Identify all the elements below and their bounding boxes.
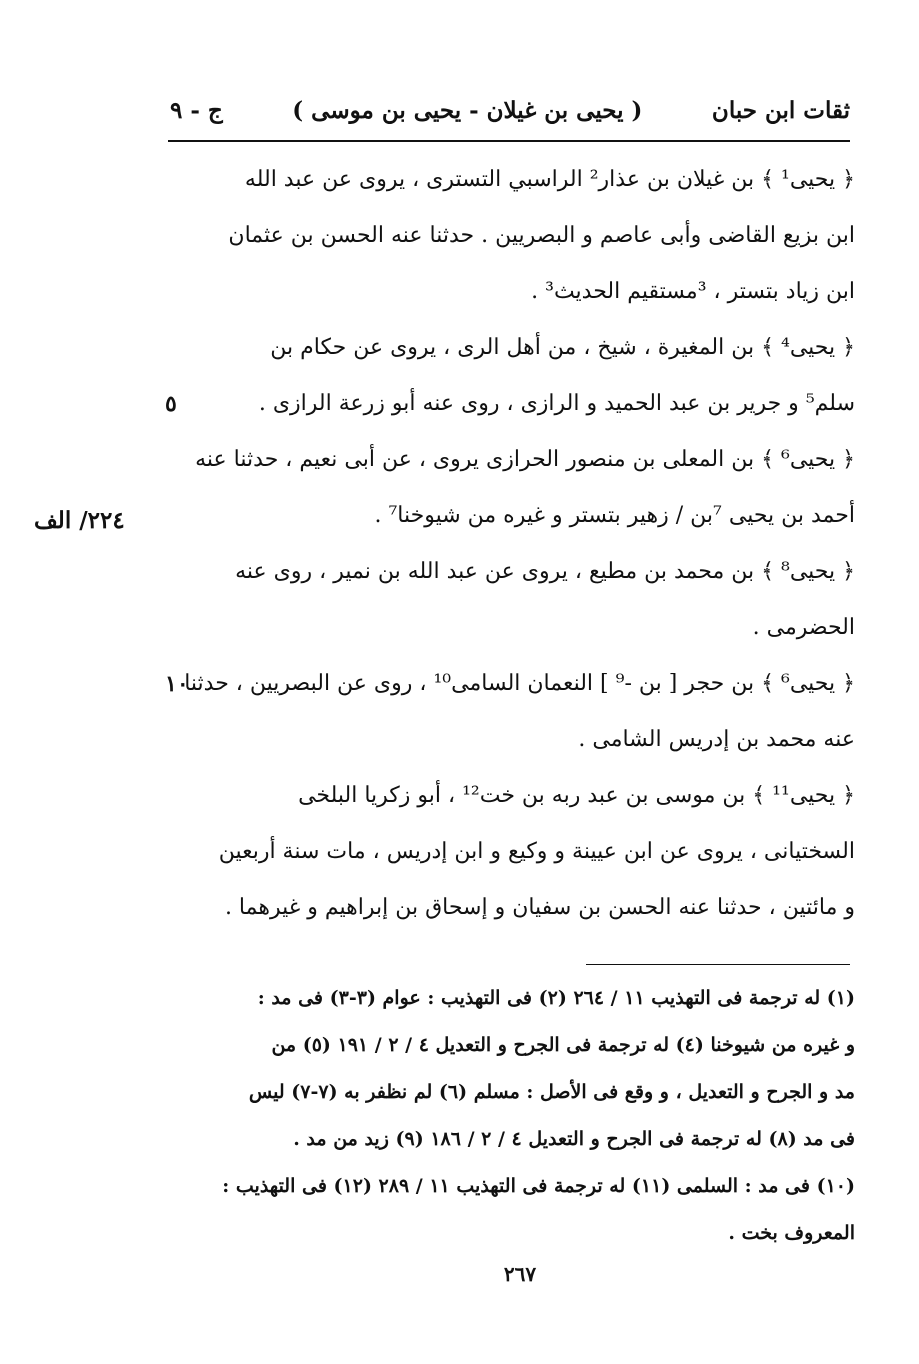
manuscript-folio-ref: ٢٢٤/ الف xyxy=(34,507,125,534)
main-text xyxy=(165,152,855,936)
footnote-line: (١٠) فى مد : السلمى (١١) له ترجمة فى التهذيب ١١ / ٢٨٩ (١٢) فى التهذيب : xyxy=(222,1175,855,1197)
text-line xyxy=(165,488,855,544)
line-text: ابن بزيع القاضى وأبى عاصم و البصريين . حدثنا عنه الحسن بن عثمان xyxy=(228,223,855,248)
text-line xyxy=(165,712,855,768)
line-text: عنه محمد بن إدريس الشامى . xyxy=(578,727,855,752)
line-text: الحضرمى . xyxy=(752,615,855,640)
running-head xyxy=(170,88,850,132)
line-text: السختيانى ، يروى عن ابن عيينة و وكيع و ابن إدريس ، مات سنة أربعين xyxy=(218,839,855,864)
line-text: ﴿ يحيى¹ ﴾ بن غيلان بن عذار² الراسبي التسترى ، يروى عن عبد الله xyxy=(244,167,855,192)
footnote-line: (١) له ترجمة فى التهذيب ١١ / ٢٦٤ (٢) فى التهذيب : عوام (٣-٣) فى مد : xyxy=(257,987,855,1009)
volume-number: ج - ٩ xyxy=(170,96,223,124)
line-text: ﴿ يحيى⁴ ﴾ بن المغيرة ، شيخ ، من أهل الرى ، يروى عن حكام بن xyxy=(270,335,855,360)
text-line xyxy=(165,824,855,880)
line-text: سلم⁵ و جرير بن عبد الحميد و الرازى ، روى عنه أبو زرعة الرازى . xyxy=(258,391,855,416)
footnote-line: مد و الجرح و التعديل ، و وقع فى الأصل : مسلم (٦) لم نظفر به (٧-٧) ليس xyxy=(248,1081,855,1103)
footnote-line: فى مد (٨) له ترجمة فى الجرح و التعديل ٤ / ٢ / ١٨٦ (٩) زيد من مد . xyxy=(293,1128,855,1150)
text-line xyxy=(165,152,855,208)
book-title: ثقات ابن حبان xyxy=(711,96,850,124)
text-line xyxy=(165,264,855,320)
text-line xyxy=(165,320,855,376)
line-text: ﴿ يحيى⁶ ﴾ بن المعلى بن منصور الحرازى يروى ، عن أبى نعيم ، حدثنا عنه xyxy=(195,447,855,472)
page-number: ٢٦٧ xyxy=(503,1262,537,1286)
footnote-rule xyxy=(586,964,850,965)
footnote-line: المعروف بخت . xyxy=(728,1222,855,1244)
line-text: ﴿ يحيى⁶ ﴾ بن حجر [ بن -⁹ ] النعمان السامى¹⁰ ، روى عن البصريين ، حدثنا xyxy=(184,671,855,696)
line-text: ﴿ يحيى¹¹ ﴾ بن موسى بن عبد ربه بن خت¹² ، أبو زكريا البلخى xyxy=(298,783,855,808)
text-line xyxy=(165,768,855,824)
line-text: و مائتين ، حدثنا عنه الحسن بن سفيان و إسحاق بن إبراهيم و غيرهما . xyxy=(224,895,855,920)
text-line xyxy=(165,376,855,432)
text-line xyxy=(165,208,855,264)
footnote-line: و غيره من شيوخنا (٤) له ترجمة فى الجرح و التعديل ٤ / ٢ / ١٩١ (٥) من xyxy=(271,1034,855,1056)
footnotes xyxy=(160,975,855,1257)
text-line xyxy=(165,544,855,600)
text-line xyxy=(165,880,855,936)
line-number-marker: ١٠ xyxy=(165,671,189,697)
section-range: ( يحيى بن غيلان - يحيى بن موسى ) xyxy=(292,96,643,124)
line-text: ﴿ يحيى⁸ ﴾ بن محمد بن مطيع ، يروى عن عبد الله بن نمير ، روى عنه xyxy=(235,559,855,584)
line-number-marker: ٥ xyxy=(165,391,177,417)
text-line xyxy=(165,432,855,488)
text-line xyxy=(165,600,855,656)
line-text: أحمد بن يحيى ⁷بن / زهير بتستر و غيره من شيوخنا⁷ . xyxy=(374,503,855,528)
line-text: ابن زياد بتستر ، ³مستقيم الحديث³ . xyxy=(531,279,855,304)
header-rule xyxy=(168,140,850,142)
text-line xyxy=(165,656,855,712)
